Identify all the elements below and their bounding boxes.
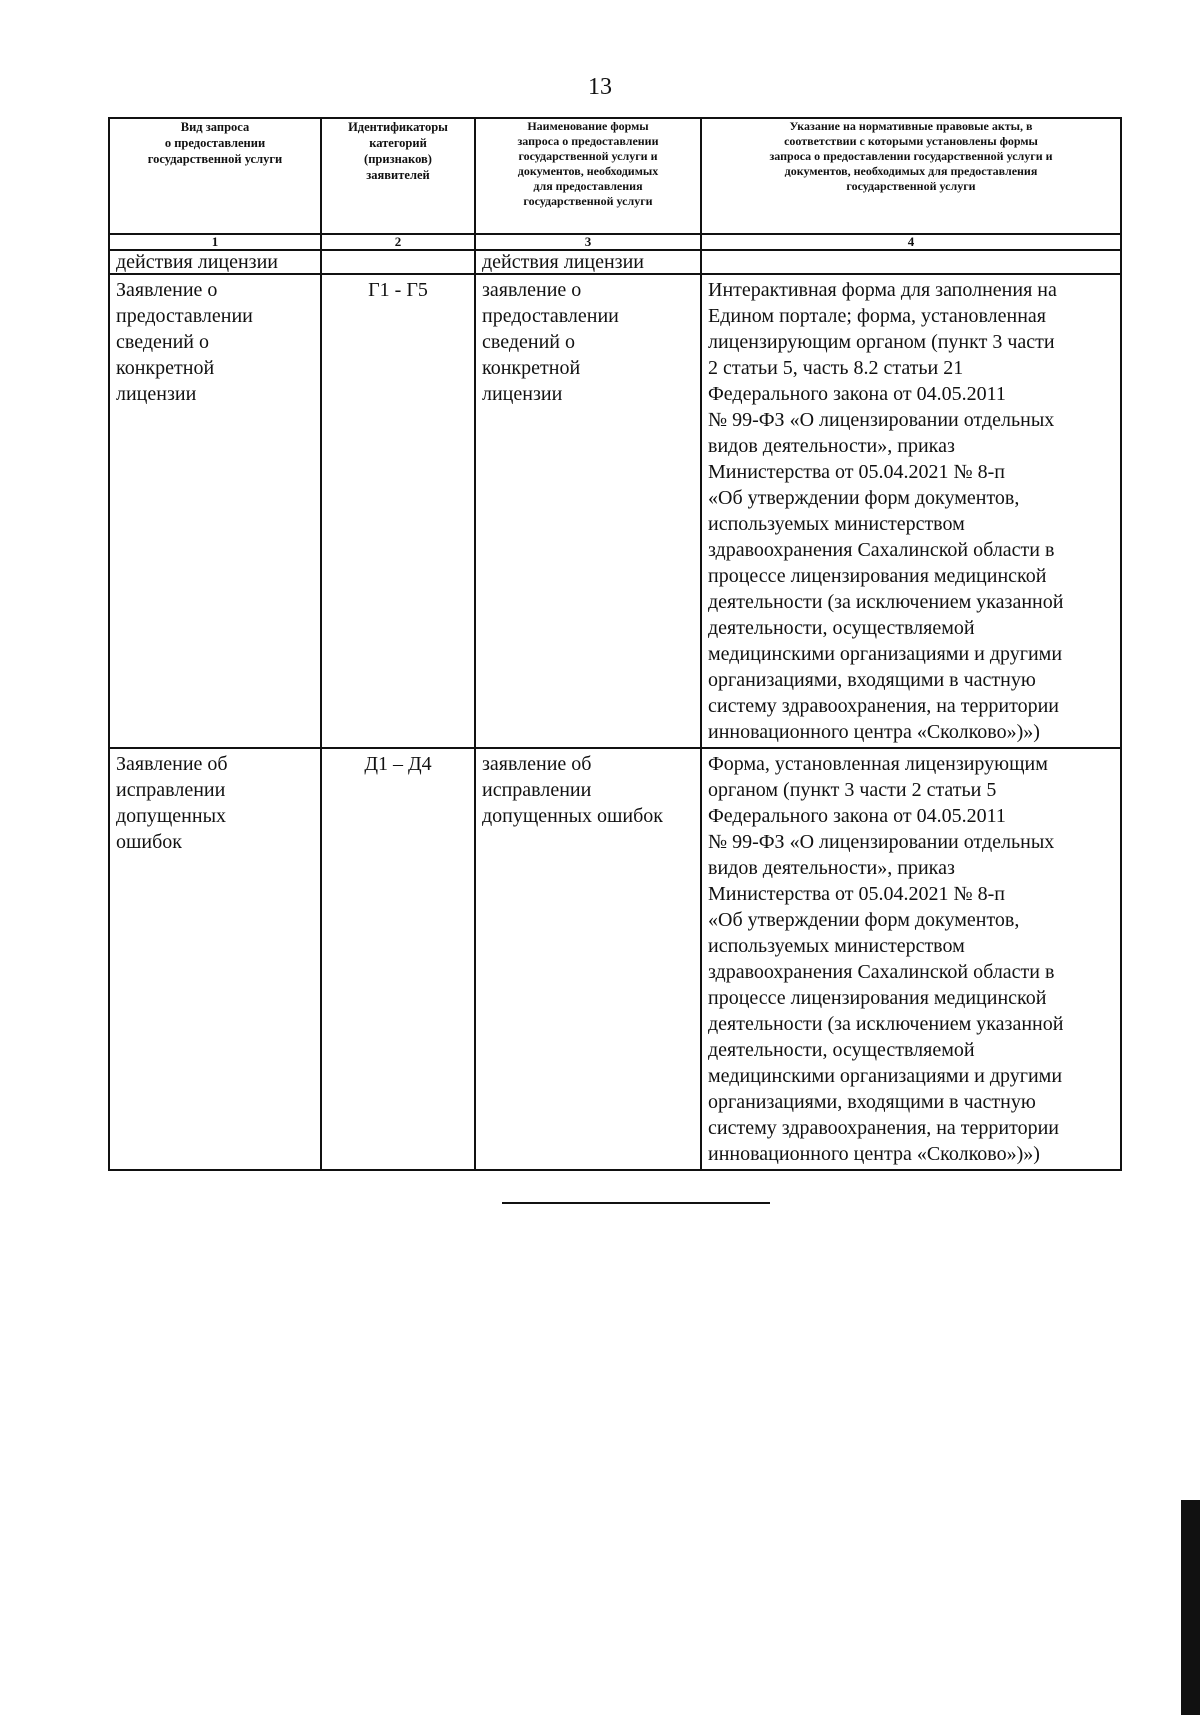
column-number: 4 — [701, 234, 1121, 250]
column-number-row — [109, 234, 1121, 250]
header-legal-acts: Указание на нормативные правовые акты, в соответствии с которыми установлены формы запроса о предоставлении государственной услуги и документов, необходимых для предоставления государственной услуги — [701, 118, 1121, 234]
table-row — [109, 250, 1121, 274]
column-number: 2 — [321, 234, 475, 250]
table-row — [109, 274, 1121, 748]
cell-legal-acts: Интерактивная форма для заполнения на Едином портале; форма, установленная лицензирующим органом (пункт 3 части 2 статьи 5, часть 8.2 статьи 21 Федерального закона от 04.05.2011 № 99-ФЗ «О лицензировании отдельных видов деятельности», приказ Министерства от 05.04.2021 № 8-п «Об утверждении форм документов, используемых министерством здравоохранения Сахалинской области в процессе лицензирования медицинской деятельности (за исключением указанной деятельности, осуществляемой медицинскими организациями и другими организациями, входящими в частную систему здравоохранения, на территории инновационного центра «Сколково»)») — [701, 274, 1121, 748]
header-request-type: Вид запроса о предоставлении государственной услуги — [109, 118, 321, 234]
table-header-row — [109, 118, 1121, 234]
cell-legal-acts — [701, 250, 1121, 274]
page-number: 13 — [588, 74, 612, 100]
separator-line — [502, 1202, 770, 1204]
cell-request-type: действия лицензии — [109, 250, 321, 274]
cell-form-name: заявление о предоставлении сведений о конкретной лицензии — [475, 274, 701, 748]
cell-form-name: заявление об исправлении допущенных ошибок — [475, 748, 701, 1170]
cell-categories: Д1 – Д4 — [321, 748, 475, 1170]
cell-categories: Г1 - Г5 — [321, 274, 475, 748]
column-number: 1 — [109, 234, 321, 250]
cell-legal-acts: Форма, установленная лицензирующим органом (пункт 3 части 2 статьи 5 Федерального закона от 04.05.2011 № 99-ФЗ «О лицензировании отдельных видов деятельности», приказ Министерства от 05.04.2021 № 8-п «Об утверждении форм документов, используемых министерством здравоохранения Сахалинской области в процессе лицензирования медицинской деятельности (за исключением указанной деятельности, осуществляемой медицинскими организациями и другими организациями, входящими в частную систему здравоохранения, на территории инновационного центра «Сколково»)») — [701, 748, 1121, 1170]
cell-form-name: действия лицензии — [475, 250, 701, 274]
scan-edge-mark — [1181, 1500, 1200, 1715]
cell-categories — [321, 250, 475, 274]
cell-request-type: Заявление об исправлении допущенных ошибок — [109, 748, 321, 1170]
column-number: 3 — [475, 234, 701, 250]
cell-request-type: Заявление о предоставлении сведений о конкретной лицензии — [109, 274, 321, 748]
table-row — [109, 748, 1121, 1170]
header-categories: Идентификаторы категорий (признаков) заявителей — [321, 118, 475, 234]
header-form-name: Наименование формы запроса о предоставлении государственной услуги и документов, необходимых для предоставления государственной услуги — [475, 118, 701, 234]
services-table — [108, 117, 1122, 1171]
